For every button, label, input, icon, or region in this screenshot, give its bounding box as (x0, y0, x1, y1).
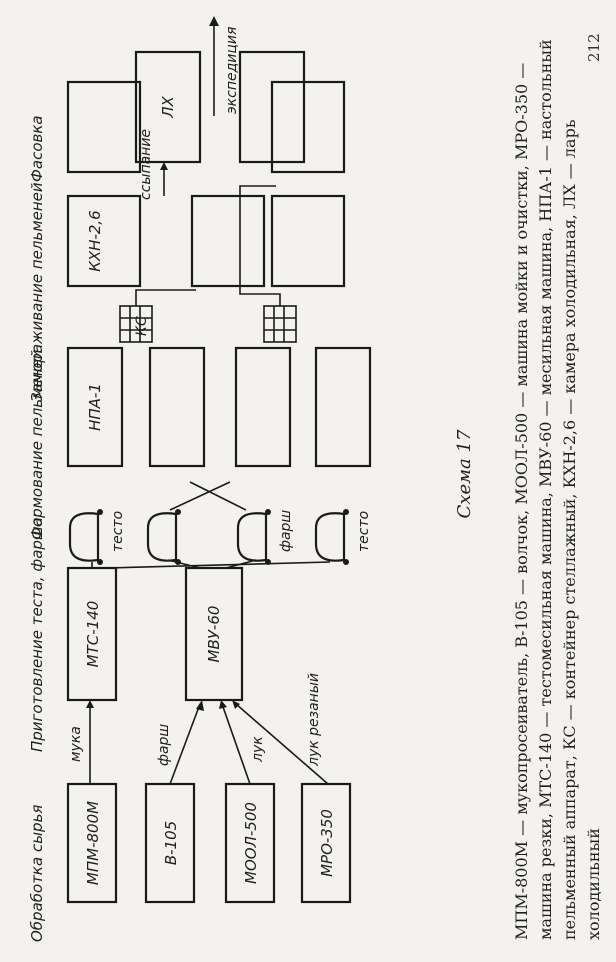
bowl-farsh-1 (148, 509, 181, 565)
label-v105: В-105 (162, 820, 180, 866)
arrowhead-luk (219, 700, 227, 709)
legend-text: МПМ-800М — мукопросеиватель, В-105 — волчок, МООЛ-500 — машина мойки и очистки, МРО-350 — машина резки, МТС-140 — тестомесильная машина, МВУ-60 — месильная машина, НПА-1 — настольный пельменный аппарат, КС — контейнер стеллажный, КХН-2,6 — камера холодильная, ЛХ — ларь холодильный (512, 39, 603, 940)
stage-raw: Обработка сырья (28, 804, 46, 942)
label-luk: лук (250, 736, 266, 762)
box-npa-3 (236, 348, 290, 466)
label-mvu: МВУ-60 (205, 605, 223, 663)
box-khn-3 (272, 196, 344, 286)
bowl-farsh-2 (238, 509, 271, 565)
arrowhead-to-lh (160, 162, 168, 170)
box-khn-5 (272, 82, 344, 172)
arrow-farsh (170, 704, 200, 784)
label-lh: ЛХ (159, 96, 177, 118)
label-ks: КС (134, 316, 150, 336)
label-luk-rez: лук резаный (306, 673, 322, 766)
label-testo-1: тесто (110, 510, 126, 552)
box-khn-1 (68, 196, 140, 286)
bowl-testo-2 (316, 509, 349, 565)
stage-forming: Формование пельменей (28, 349, 46, 540)
box-khn-4 (68, 82, 140, 172)
arrow-luk (222, 704, 250, 784)
arrowhead-luk-rez (232, 700, 240, 709)
label-farsh-2: фарш (278, 509, 294, 552)
label-npa: НПА-1 (86, 383, 104, 431)
label-mool: МООЛ-500 (242, 802, 260, 884)
box-npa-4 (316, 348, 370, 466)
arrowhead-muka (86, 700, 94, 708)
label-expedition: экспедиция (224, 26, 240, 114)
page-number: 212 (585, 33, 603, 62)
label-muka: мука (68, 726, 84, 762)
label-mts: МТС-140 (84, 600, 102, 668)
route-freeze-1 (136, 290, 196, 306)
stage-dough: Приготовление теста, фарша (28, 517, 46, 752)
box-npa-2 (150, 348, 204, 466)
box-khn-2 (192, 196, 264, 286)
route-freeze-2 (240, 186, 280, 306)
label-khn: КХН-2,6 (86, 210, 104, 272)
label-testo-2: тесто (356, 510, 372, 552)
label-farsh: фарш (156, 723, 172, 766)
container-ks-2 (264, 306, 296, 342)
bowl-testo-1 (70, 509, 103, 565)
label-ssypanie: ссыпание (138, 128, 154, 200)
label-mpm: МПМ-800М (84, 800, 102, 886)
label-mro: МРО-350 (318, 809, 336, 877)
diagram-caption: Схема 17 (454, 429, 475, 519)
arrowhead-expedition (209, 16, 219, 26)
stage-packing: Фасовка (28, 115, 46, 182)
stage-freezing: Замораживание пельменей (28, 182, 46, 402)
